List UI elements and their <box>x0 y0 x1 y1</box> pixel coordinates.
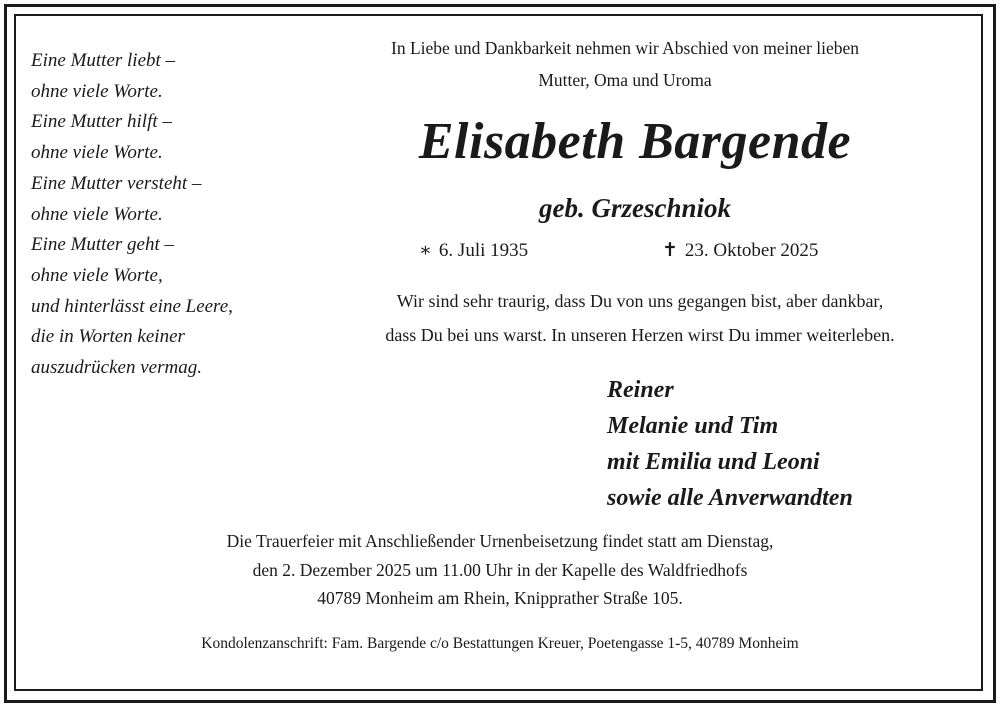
message-line: Wir sind sehr traurig, dass Du von uns gegangen bist, aber dankbar, <box>396 291 884 311</box>
intro-text <box>290 32 960 96</box>
birth-date-text: 6. Juli 1935 <box>438 240 529 261</box>
mourners <box>607 372 987 516</box>
poem <box>31 46 301 384</box>
poem-line: ohne viele Worte, <box>31 264 163 286</box>
poem-line: auszudrücken vermag. <box>31 357 202 379</box>
intro-line: Mutter, Oma und Uroma <box>538 70 712 90</box>
funeral-line: 40789 Monheim am Rhein, Knipprather Straße 105. <box>317 588 683 608</box>
poem-line: die in Worten keiner <box>31 326 185 348</box>
death-date <box>662 234 818 268</box>
poem-line: Eine Mutter geht – <box>31 234 174 256</box>
funeral-line: Die Trauerfeier mit Anschließender Urnenbeisetzung findet statt am Dienstag, <box>226 531 774 551</box>
maiden-name: geb. Grzeschniok <box>538 193 731 223</box>
funeral-line: den 2. Dezember 2025 um 11.00 Uhr in der Kapelle des Waldfriedhofs <box>252 559 748 580</box>
life-dates <box>0 234 1000 268</box>
condolence-address: Kondolenzanschrift: Fam. Bargende c/o Bestattungen Kreuer, Poetengasse 1-5, 40789 Monheim <box>201 635 799 652</box>
poem-line: ohne viele Worte. <box>31 80 163 102</box>
poem-line: Eine Mutter hilft – <box>31 111 172 133</box>
message-line: dass Du bei uns warst. In unseren Herzen wirst Du immer weiterleben. <box>385 325 895 345</box>
poem-line: Eine Mutter versteht – <box>31 172 202 194</box>
poem-line: und hinterlässt eine Leere, <box>31 295 233 317</box>
poem-line: Eine Mutter liebt – <box>31 50 176 71</box>
mourner-line: mit Emilia und Leoni <box>607 449 820 475</box>
poem-line: ohne viele Worte. <box>31 142 163 164</box>
message <box>300 284 980 352</box>
mourner-line: Melanie und Tim <box>607 413 779 439</box>
mourner-line: Reiner <box>607 377 674 403</box>
mourner-line: sowie alle Anverwandten <box>607 485 853 511</box>
deceased-name: Elisabeth Bargende <box>418 113 852 170</box>
intro-line: In Liebe und Dankbarkeit nehmen wir Abschied von meiner lieben <box>391 38 859 58</box>
cross-icon: ✝ <box>662 240 678 261</box>
birth-date <box>419 234 528 268</box>
asterisk-icon: ∗ <box>419 240 432 261</box>
death-date-text: 23. Oktober 2025 <box>684 240 819 261</box>
funeral-details <box>100 527 900 613</box>
poem-line: ohne viele Worte. <box>31 203 163 225</box>
